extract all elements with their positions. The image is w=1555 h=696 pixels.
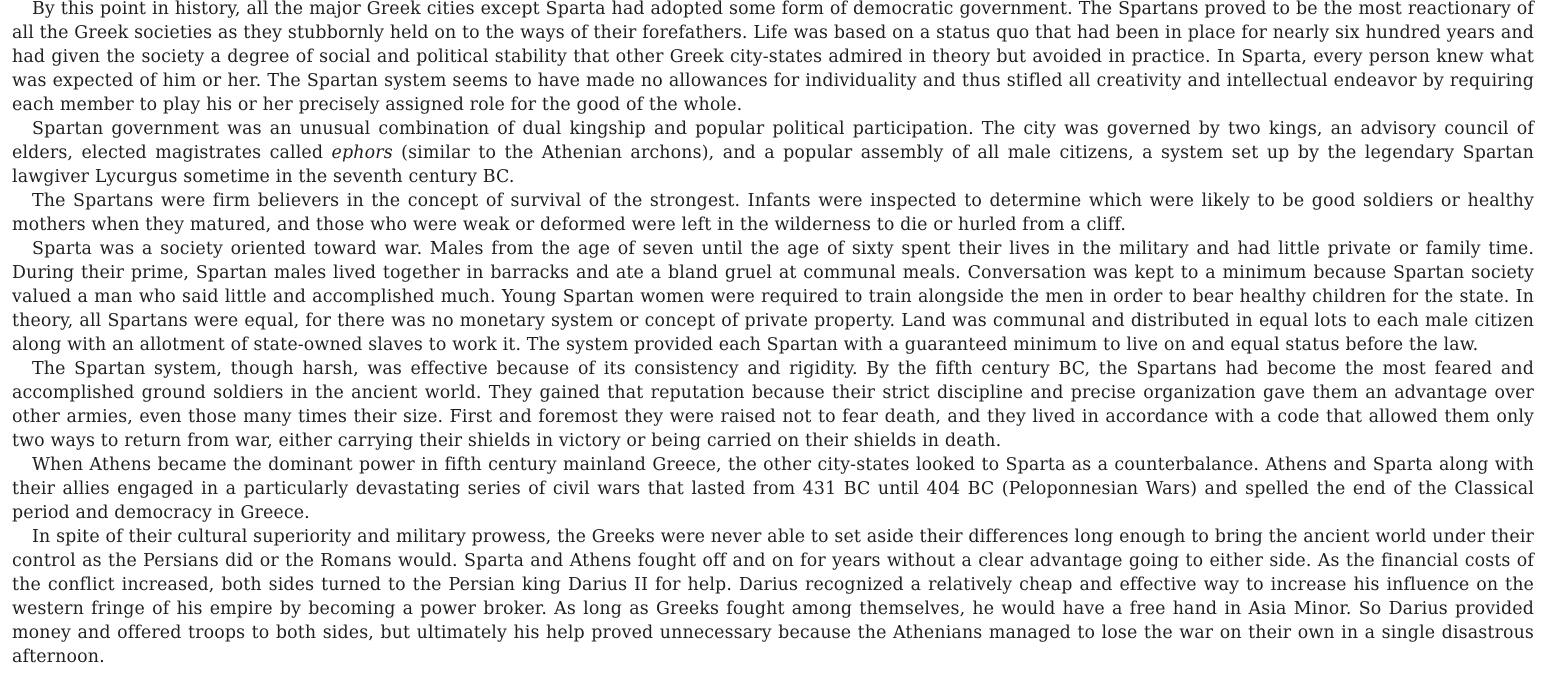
paragraph-text: The Spartan system, though harsh, was effective because of its consistency and rigidity. By the fifth century BC, the Spartans had become the most feared and accomplished ground soldiers in the ancient world. They gained that reputation because their strict discipline and precise organization gave them an advantage over other armies, even those many times their size. First and foremost they were raised not to fear death, and they lived in accordance with a code that allowed them only two ways to return from war, either carrying their shields in victory or being carried on their shields in death. [12, 359, 1534, 451]
paragraph-greek-government [12, 0, 1534, 117]
paragraph-text: By this point in history, all the major Greek cities except Sparta had adopted some form of democratic government. The Spartans proved to be the most reactionary of all the Greek societies as they stubbornly held on to the ways of their forefathers. Life was based on a status quo that had been in place for nearly six hundred years and had given the society a degree of social and political stability that other Greek city-states admired in theory but avoided in practice. In Sparta, every person knew what was expected of him or her. The Spartan system seems to have made no allowances for individuality and thus stifled all creativity and intellectual endeavor by requiring each member to play his or her precisely assigned role for the good of the whole. [12, 0, 1534, 115]
paragraph-athens-dominant-power [12, 453, 1534, 525]
paragraph-text: The Spartans were firm believers in the concept of survival of the strongest. Infants were inspected to determine which were likely to be good soldiers or healthy mothers when they matured, and those who were weak or deformed were left in the wilderness to die or hurled from a cliff. [12, 191, 1534, 235]
paragraph-society-toward-war [12, 237, 1534, 357]
paragraph-persian-involvement [12, 525, 1534, 669]
paragraph-text: Spartan government was an unusual combination of dual kingship and popular political participation. The city was governed by two kings, an advisory council of elders, elected magistrates called [12, 119, 1534, 163]
paragraph-text: Sparta was a society oriented toward war. Males from the age of seven until the age of sixty spent their lives in the military and had little private or family time. During their prime, Spartan males lived together in barracks and ate a bland gruel at communal meals. Conversation was kept to a minimum because Spartan society valued a man who said little and accomplished much. Young Spartan women were required to train alongside the men in order to bear healthy children for the state. In theory, all Spartans were equal, for there was no monetary system or concept of private property. Land was communal and distributed in equal lots to each male citizen along with an allotment of state-owned slaves to work it. The system provided each Spartan with a guaranteed minimum to live on and equal status before the law. [12, 239, 1534, 355]
paragraph-spartan-system-effective [12, 357, 1534, 453]
paragraph-text: In spite of their cultural superiority and military prowess, the Greeks were never able to set aside their differences long enough to bring the ancient world under their control as the Persians did or the Romans would. Sparta and Athens fought off and on for years without a clear advantage going to either side. As the financial costs of the conflict increased, both sides turned to the Persian king Darius II for help. Darius recognized a relatively cheap and effective way to increase his influence on the western fringe of his empire by becoming a power broker. As long as Greeks fought among themselves, he would have a free hand in Asia Minor. So Darius provided money and offered troops to both sides, but ultimately his help proved unnecessary because the Athenians managed to lose the war on their own in a single disastrous afternoon. [12, 527, 1534, 667]
paragraph-survival-of-strongest [12, 189, 1534, 237]
paragraph-text: When Athens became the dominant power in fifth century mainland Greece, the other city-states looked to Sparta as a counterbalance. Athens and Sparta along with their allies engaged in a particularly devastating series of civil wars that lasted from 431 BC until 404 BC (Peloponnesian Wars) and spelled the end of the Classical period and democracy in Greece. [12, 455, 1534, 523]
paragraph-spartan-government [12, 117, 1534, 189]
italic-term-ephors: ephors [331, 143, 393, 163]
paragraph-text: (similar to the Athenian archons), and a popular assembly of all male citizens, a system set up by the legendary Spartan lawgiver Lycurgus sometime in the seventh century BC. [12, 143, 1534, 187]
